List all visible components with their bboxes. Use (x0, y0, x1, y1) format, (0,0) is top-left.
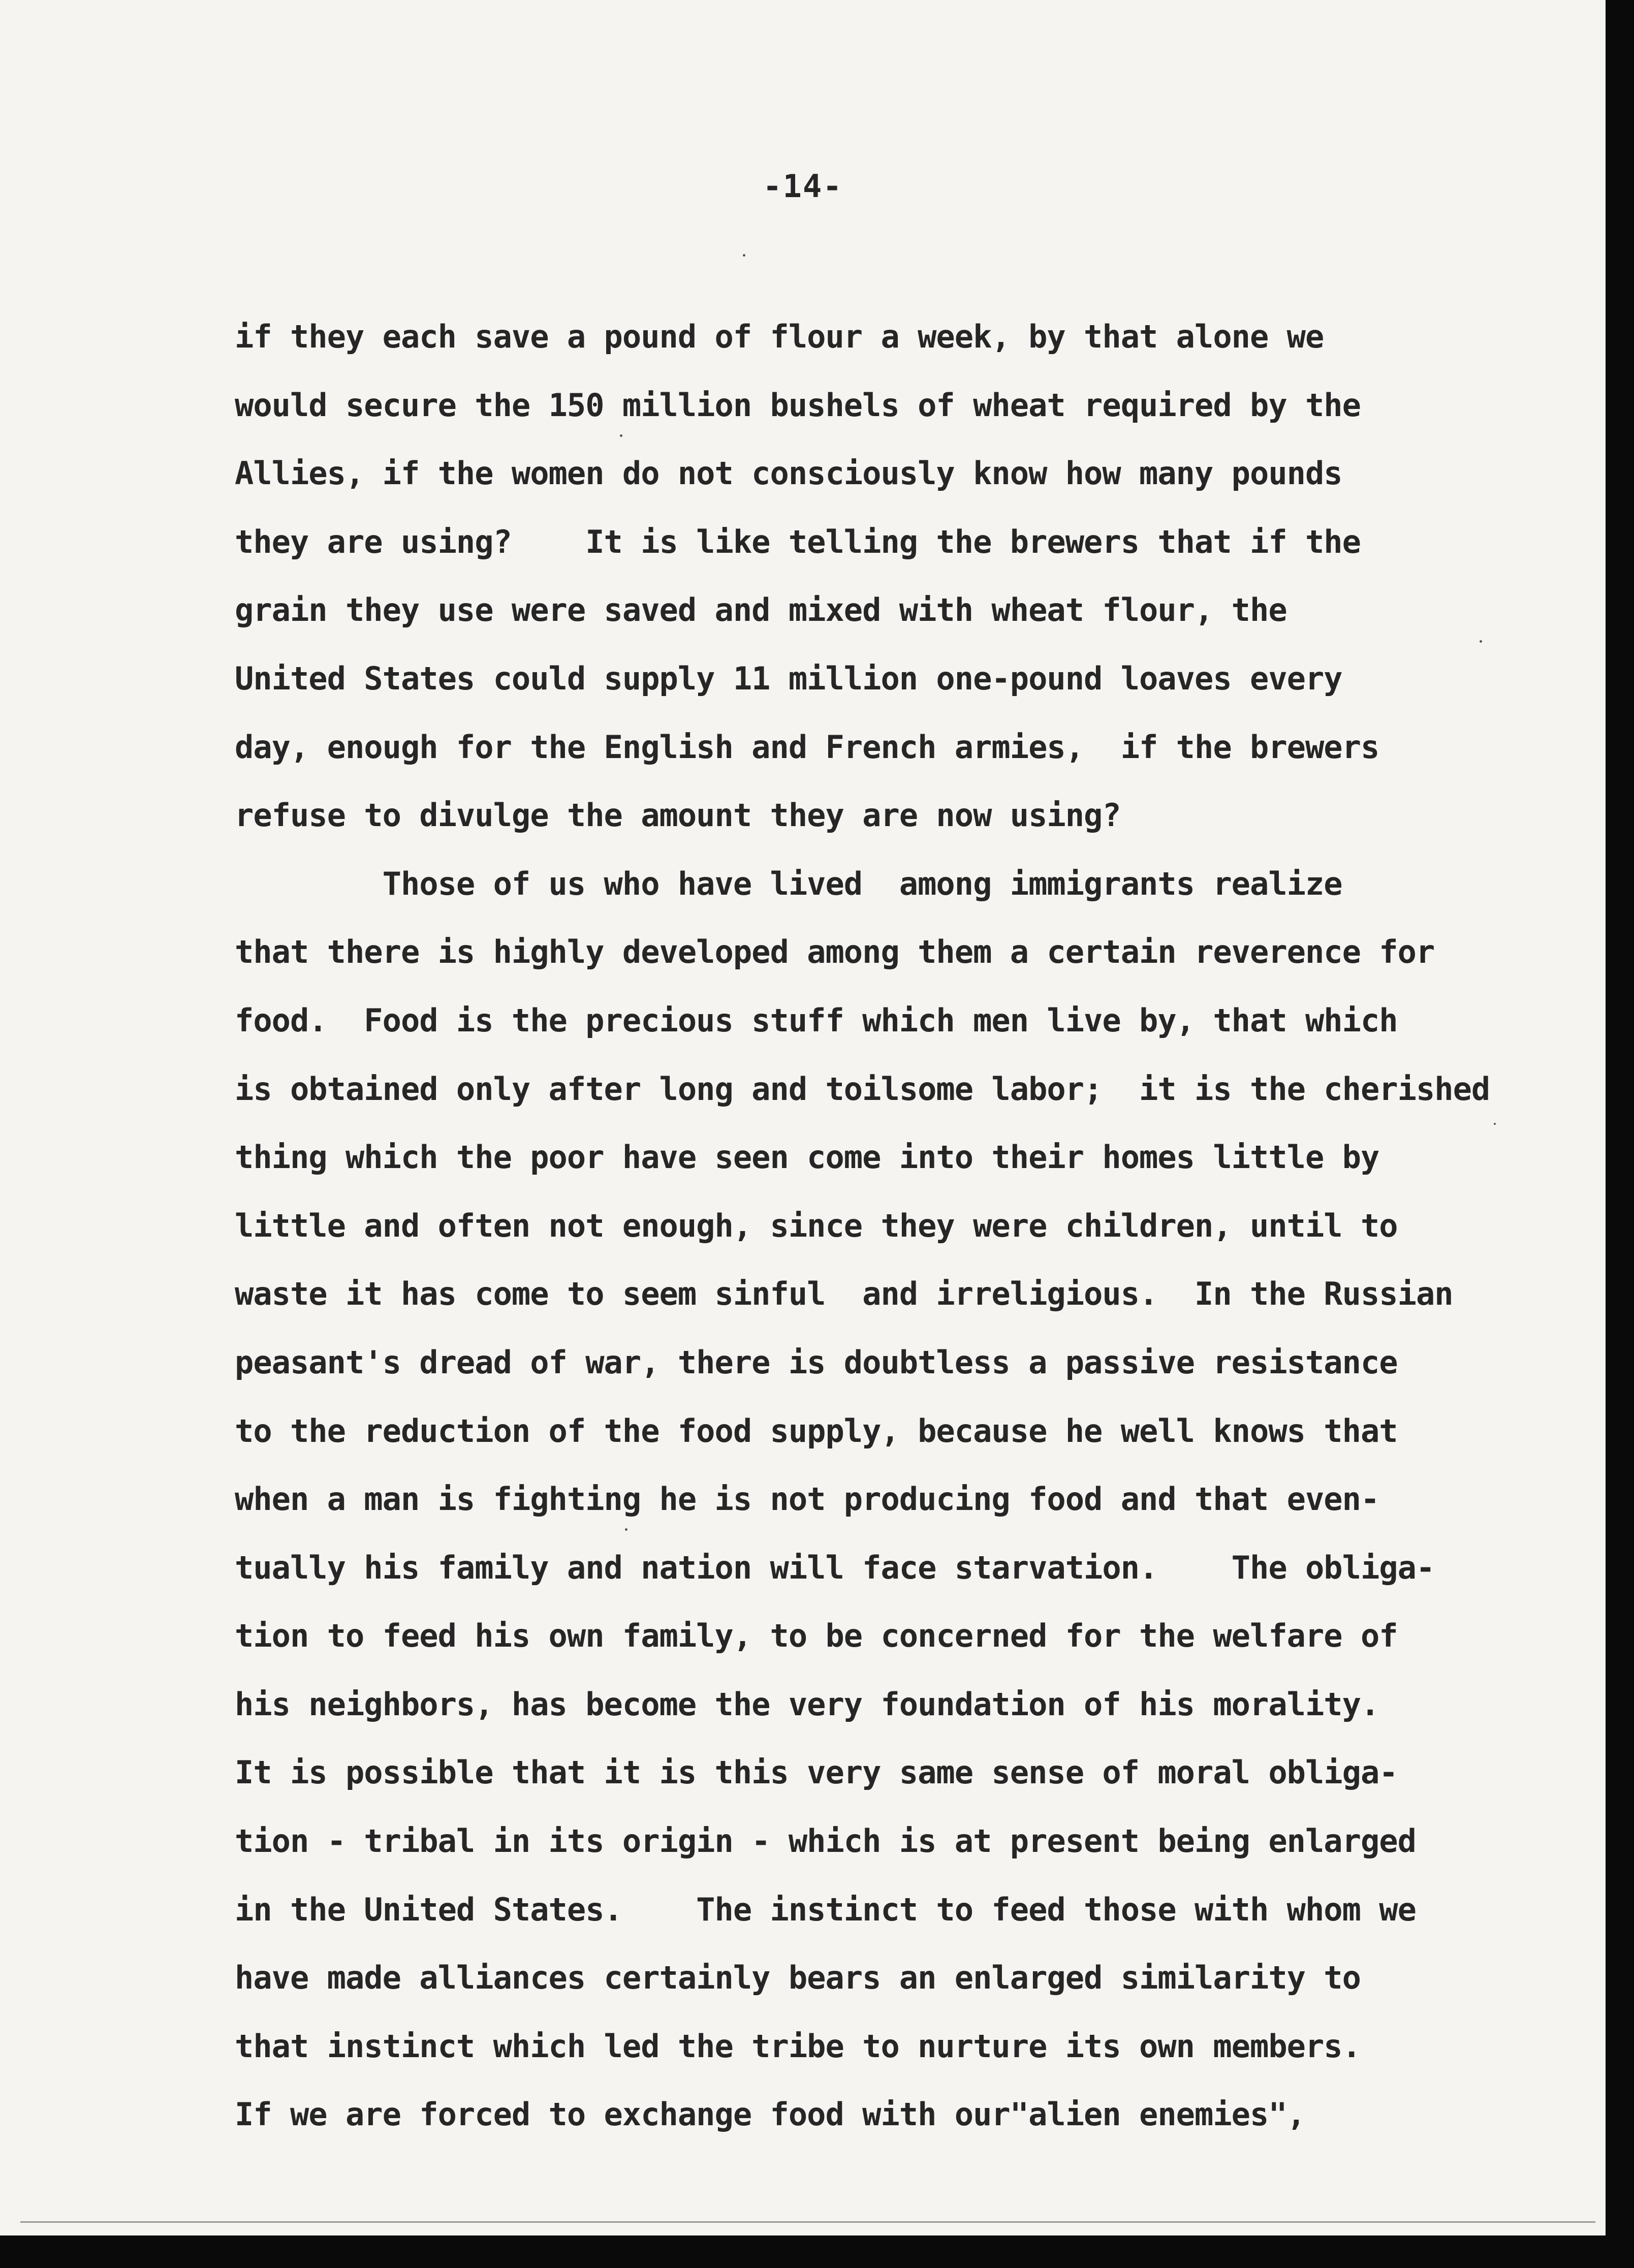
text-line: if they each save a pound of flour a week, by that alone we (235, 318, 1324, 355)
scan-speck (620, 434, 622, 437)
text-line: have made alliances certainly bears an enlarged similarity to (235, 1959, 1361, 1997)
text-line: is obtained only after long and toilsome labor; it is the cherished (235, 1070, 1490, 1108)
text-line: when a man is fighting he is not producing food and that even- (235, 1480, 1379, 1518)
text-line: in the United States. The instinct to feed those with whom we (235, 1891, 1416, 1928)
text-line: that instinct which led the tribe to nurture its own members. (235, 2027, 1361, 2065)
text-line: they are using? It is like telling the brewers that if the (235, 523, 1361, 560)
text-line: refuse to divulge the amount they are now using? (235, 797, 1121, 834)
text-line: tion - tribal in its origin - which is at present being enlarged (235, 1822, 1416, 1860)
scan-speck (1494, 1123, 1496, 1125)
text-line: peasant's dread of war, there is doubtless a passive resistance (235, 1343, 1398, 1381)
text-line: tually his family and nation will face starvation. The obliga- (235, 1549, 1435, 1586)
text-line: would secure the 150 million bushels of wheat required by the (235, 386, 1361, 424)
text-line: little and often not enough, since they were children, until to (235, 1207, 1398, 1244)
scan-speck (743, 254, 745, 257)
text-line: waste it has come to seem sinful and irreligious. In the Russian (235, 1275, 1453, 1313)
scan-border-right (1606, 0, 1634, 2268)
body-text (235, 303, 1596, 2149)
page-number: -14- (763, 168, 843, 205)
text-line: food. Food is the precious stuff which men live by, that which (235, 1001, 1398, 1039)
text-line: grain they use were saved and mixed with wheat flour, the (235, 591, 1287, 629)
text-line: day, enough for the English and French armies, if the brewers (235, 728, 1379, 766)
scan-border-bottom (0, 2235, 1634, 2268)
text-line: United States could supply 11 million one-pound loaves every (235, 659, 1342, 697)
text-line: to the reduction of the food supply, because he well knows that (235, 1412, 1398, 1450)
text-line: If we are forced to exchange food with our"alien enemies", (235, 2096, 1305, 2133)
text-line: It is possible that it is this very same sense of moral obliga- (235, 1754, 1398, 1791)
text-line: his neighbors, has become the very foundation of his morality. (235, 1685, 1379, 1723)
text-line: Allies, if the women do not consciously know how many pounds (235, 455, 1342, 492)
scan-edge-line (20, 2221, 1595, 2223)
text-line: that there is highly developed among them a certain reverence for (235, 933, 1435, 971)
text-line: Those of us who have lived among immigrants realize (235, 865, 1342, 902)
scan-speck (1480, 640, 1482, 643)
text-line: thing which the poor have seen come into their homes little by (235, 1139, 1379, 1176)
text-line: tion to feed his own family, to be concerned for the welfare of (235, 1617, 1398, 1655)
scan-speck (625, 1528, 627, 1531)
